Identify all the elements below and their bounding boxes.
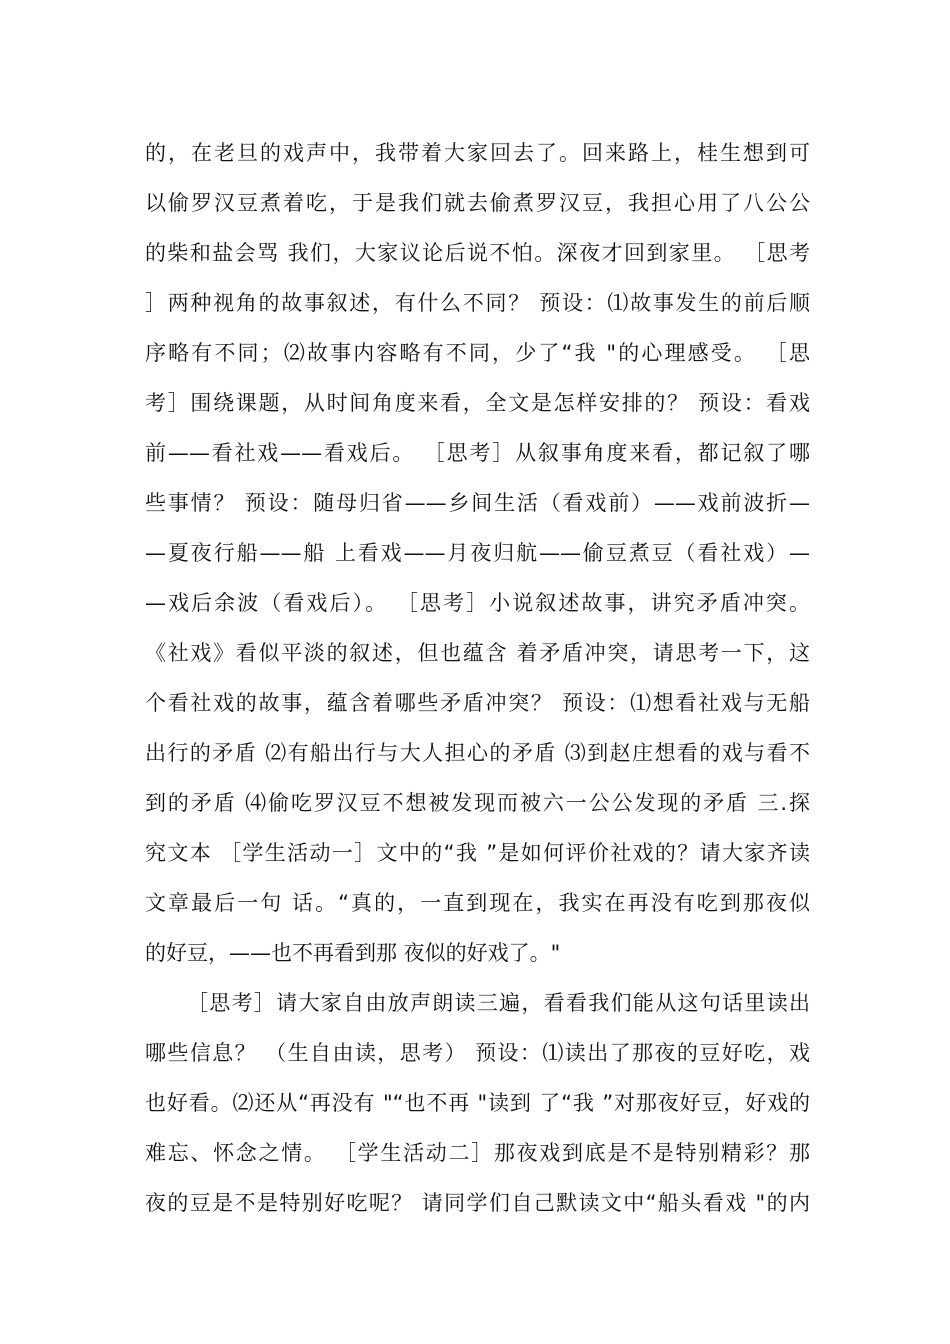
text-line: —夏夜行船——船 上看戏——月夜归航——偷豆煮豆（看社戏）— [145,541,810,565]
text-line: 究文本 ［学生活动一］文中的“我 ”是如何评价社戏的？请大家齐读 [145,841,810,865]
text-line: 以偷罗汉豆煮着吃，于是我们就去偷煮罗汉豆，我担心用了八公公 [145,191,810,215]
text-line: 考］围绕课题，从时间角度来看，全文是怎样安排的？ 预设：看戏 [145,391,810,415]
text-line: 个看社戏的故事，蕴含着哪些矛盾冲突？ 预设：⑴想看社戏与无船 [145,691,810,715]
paragraph-end-line: 的好豆，——也不再看到那 夜似的好戏了。" [145,941,561,965]
text-line: 序略有不同；⑵故事内容略有不同，少了“我 "的心理感受。 ［思 [145,341,810,365]
text-line: 到的矛盾 ⑷偷吃罗汉豆不想被发现而被六一公公发现的矛盾 三.探 [145,791,810,815]
text-line: 《社戏》看似平淡的叙述，但也蕴含 着矛盾冲突，请思考一下，这 [145,641,810,665]
text-line: 难忘、怀念之情。 ［学生活动二］那夜戏到底是不是特别精彩？那 [145,1141,810,1165]
text-line: 出行的矛盾 ⑵有船出行与大人担心的矛盾 ⑶到赵庄想看的戏与看不 [145,741,810,765]
text-line: ］两种视角的故事叙述，有什么不同？ 预设：⑴故事发生的前后顺 [145,291,810,315]
text-line: 些事情？ 预设：随母归省——乡间生活（看戏前）——戏前波折— [145,491,810,515]
text-line: 的，在老旦的戏声中，我带着大家回去了。回来路上，桂生想到可 [145,141,810,165]
text-line: 文章最后一句 话。“真的，一直到现在，我实在再没有吃到那夜似 [145,891,810,915]
text-line: 的柴和盐会骂 我们，大家议论后说不怕。深夜才回到家里。 ［思考 [145,241,810,265]
paragraph-start-line: ［思考］请大家自由放声朗读三遍，看看我们能从这句话里读出 [187,991,810,1015]
body-text [145,128,810,1228]
text-line: 前——看社戏——看戏后。 ［思考］从叙事角度来看，都记叙了哪 [145,441,810,465]
text-line: 哪些信息？ （生自由读，思考） 预设：⑴读出了那夜的豆好吃，戏 [145,1041,810,1065]
text-line: 也好看。⑵还从“再没有 "“也不再 "读到 了“我 ”对那夜好豆，好戏的 [145,1091,810,1115]
text-line: —戏后余波（看戏后）。 ［思考］小说叙述故事，讲究矛盾冲突。 [145,591,810,615]
text-line: 夜的豆是不是特别好吃呢？ 请同学们自己默读文中“船头看戏 "的内 [145,1191,810,1215]
